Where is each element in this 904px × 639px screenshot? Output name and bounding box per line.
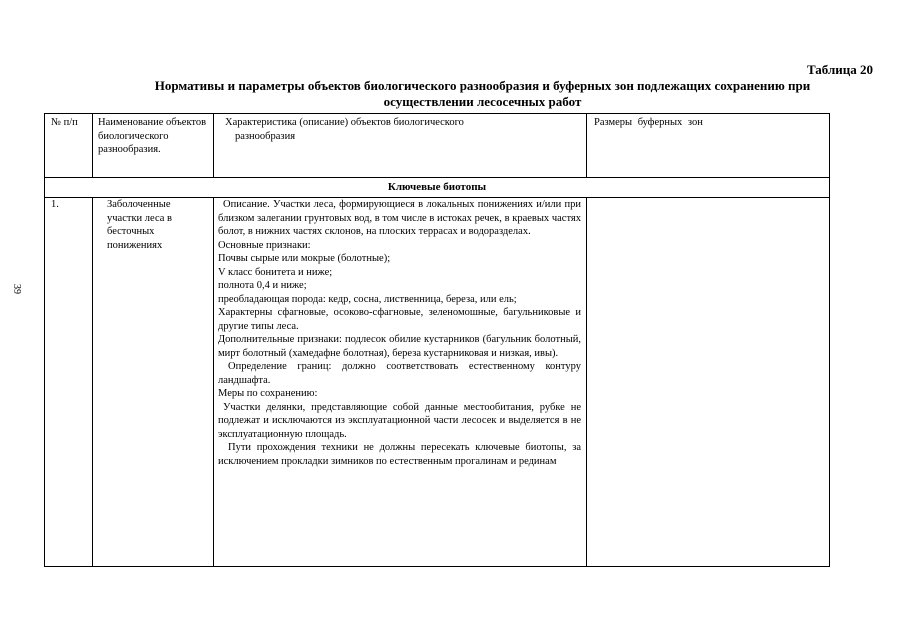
measures-heading: Меры по сохранению:	[218, 388, 318, 399]
additional-features: Дополнительные признаки: подлесок обилие кустарников (багульник болотный, мирт болотный (хамедафне болотная), береза кустарниковая и низкая, ивы).	[218, 334, 581, 359]
row-num: 1.	[51, 199, 59, 210]
measures-text: Участки делянки, представляющие собой данные местообитания, рубке не подлежат и исключаются из эксплуатационной части лесосек и выделяется в не эксплуатационную площадь.	[218, 401, 581, 440]
header-name: Наименование объектов биологического разнообразия.	[98, 117, 207, 155]
title-line-1: Нормативы и параметры объектов биологического разнообразия и буферных зон подлежащих сохранению при	[154, 78, 811, 93]
table-label: Таблица 20	[806, 62, 873, 77]
machinery-paths-text: Пути прохождения техники не должны пересекать ключевые биотопы, за исключением прокладки зимников по естественным прогалинам и рединам	[218, 442, 581, 467]
feature-species: преобладающая порода: кедр, сосна, лиственница, береза, или ель;	[218, 293, 517, 305]
page-number: 39	[11, 284, 22, 294]
row-characteristic	[218, 198, 581, 468]
main-features-heading: Основные признаки:	[218, 239, 311, 251]
row-name: Заболоченные участки леса в бесточных понижениях	[107, 199, 172, 251]
feature-density: полнота 0,4 и ниже;	[218, 280, 307, 291]
boundary-definition: Определение границ: должно соответствовать естественному контуру ландшафта.	[218, 361, 581, 386]
title-line-2: осуществлении лесосечных работ	[383, 94, 582, 109]
header-buffer: Размеры буферных зон	[594, 117, 703, 128]
header-num: № п/п	[51, 117, 78, 128]
feature-bonitet: V класс бонитета и ниже;	[218, 266, 333, 278]
feature-soil: Почвы сырые или мокрые (болотные);	[218, 253, 391, 264]
biodiversity-table	[44, 113, 830, 567]
header-characteristic-line-1: Характеристика (описание) объектов биологического	[225, 117, 464, 128]
section-title: Ключевые биотопы	[45, 177, 829, 198]
description-paragraph: Описание. Участки леса, формирующиеся в локальных понижениях и/или при близком залегании грунтовых вод, в том числе в истоках речек, в краевых частях болот, в нижних частях склонов, на плоских террасах и водоразделах.	[218, 199, 581, 237]
header-characteristic-line-2: разнообразия	[235, 130, 296, 142]
header-characteristic	[225, 116, 555, 143]
document-title	[90, 78, 875, 110]
feature-forest-types: Характерны сфагновые, осоково-сфагновые, зеленомошные, багульниковые и другие типы леса.	[218, 307, 581, 332]
